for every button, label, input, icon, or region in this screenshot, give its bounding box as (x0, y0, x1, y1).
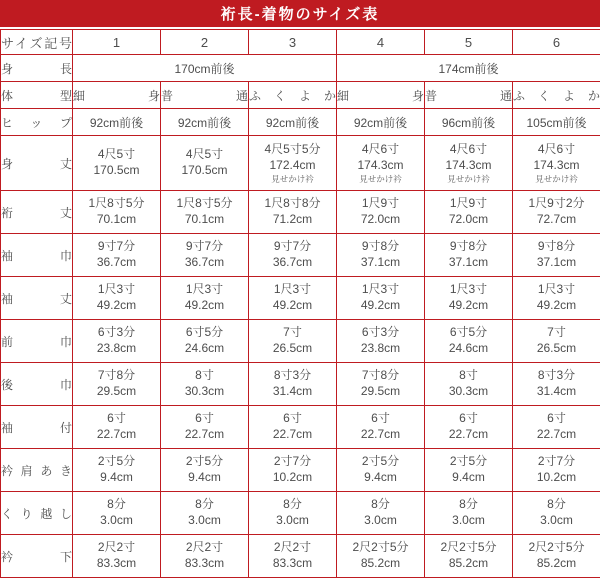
measure-cm: 172.4cm (269, 157, 316, 172)
cell-sode-tsuke-4 (425, 406, 513, 449)
measure-cm: 9.4cm (100, 470, 133, 484)
cell-mae-haba-5 (513, 320, 600, 363)
measure-sun: 8分 (547, 497, 566, 512)
measure-cm: 37.1cm (360, 255, 401, 269)
measure-cm: 29.5cm (360, 384, 401, 398)
measure-sun: 2寸5分 (97, 454, 136, 469)
cell-body-type-0: 細身 (73, 82, 161, 109)
cell-erikata-aki-1 (161, 449, 249, 492)
measure-cm: 30.3cm (184, 384, 225, 398)
table-row-size-code (1, 30, 600, 55)
cell-body-type-1: 普通 (161, 82, 249, 109)
cell-erikata-aki-4 (425, 449, 513, 492)
measure-sun: 8寸 (459, 368, 478, 383)
measure-cm: 49.2cm (360, 298, 401, 312)
measure-cm: 10.2cm (272, 470, 313, 484)
cell-mitake-1 (161, 136, 249, 191)
size-table-body (1, 30, 600, 578)
measure-cm: 70.1cm (96, 212, 137, 226)
measure-cm: 85.2cm (536, 556, 577, 570)
measure-cm: 174.3cm (533, 157, 580, 172)
measure-cm: 22.7cm (272, 427, 313, 441)
cell-size-code-0: 1 (73, 30, 161, 55)
measure-cm: 3.0cm (276, 513, 309, 527)
cell-kurikoshi-3 (337, 492, 425, 535)
cell-sode-haba-5 (513, 234, 600, 277)
measure-cm: 24.6cm (448, 341, 489, 355)
measure-cm: 10.2cm (536, 470, 577, 484)
measure-sun: 6寸3分 (361, 325, 400, 340)
cell-sode-take-3 (337, 277, 425, 320)
measure-sun: 6寸5分 (185, 325, 224, 340)
measure-sun: 7寸 (547, 325, 566, 340)
cell-sode-take-2 (249, 277, 337, 320)
measure-note: 見せかけ衿 (359, 173, 402, 184)
measure-cm: 22.7cm (536, 427, 577, 441)
cell-hip-5: 105cm前後 (513, 109, 600, 136)
cell-eri-shita-2 (249, 535, 337, 578)
measure-cm: 49.2cm (448, 298, 489, 312)
cell-mitake-4 (425, 136, 513, 191)
measure-cm: 3.0cm (364, 513, 397, 527)
measure-cm: 72.0cm (360, 212, 401, 226)
measure-cm: 26.5cm (536, 341, 577, 355)
cell-sode-haba-1 (161, 234, 249, 277)
cell-kurikoshi-5 (513, 492, 600, 535)
row-label-hip: ヒップ (1, 109, 73, 136)
cell-sode-haba-2 (249, 234, 337, 277)
measure-cm: 174.3cm (357, 157, 404, 172)
cell-eri-shita-3 (337, 535, 425, 578)
measure-cm: 9.4cm (364, 470, 397, 484)
cell-size-code-5: 6 (513, 30, 600, 55)
measure-cm: 23.8cm (96, 341, 137, 355)
measure-cm: 170.5cm (93, 163, 140, 177)
measure-cm: 85.2cm (448, 556, 489, 570)
row-label-ushiro-haba: 後巾 (1, 363, 73, 406)
measure-sun: 1尺3寸 (537, 282, 576, 297)
cell-sode-tsuke-2 (249, 406, 337, 449)
measure-sun: 1尺9寸 (449, 196, 488, 211)
measure-sun: 2寸7分 (537, 454, 576, 469)
measure-cm: 3.0cm (540, 513, 573, 527)
row-label-sode-haba: 袖巾 (1, 234, 73, 277)
cell-ushiro-haba-5 (513, 363, 600, 406)
table-row-sode-haba (1, 234, 600, 277)
measure-cm: 72.7cm (536, 212, 577, 226)
measure-sun: 7寸 (283, 325, 302, 340)
measure-cm: 49.2cm (184, 298, 225, 312)
measure-cm: 36.7cm (96, 255, 137, 269)
measure-sun: 8分 (371, 497, 390, 512)
measure-sun: 2尺2寸 (185, 540, 224, 555)
measure-note: 見せかけ衿 (271, 173, 314, 184)
measure-cm: 174.3cm (445, 157, 492, 172)
measure-sun: 8分 (195, 497, 214, 512)
measure-cm: 71.2cm (272, 212, 313, 226)
cell-mitake-0 (73, 136, 161, 191)
measure-cm: 83.3cm (96, 556, 137, 570)
measure-cm: 49.2cm (536, 298, 577, 312)
row-label-sode-tsuke: 袖付 (1, 406, 73, 449)
measure-cm: 49.2cm (96, 298, 137, 312)
table-row-yuki-take (1, 191, 600, 234)
measure-cm: 72.0cm (448, 212, 489, 226)
measure-cm: 85.2cm (360, 556, 401, 570)
measure-sun: 8寸3分 (273, 368, 312, 383)
measure-note: 見せかけ衿 (447, 173, 490, 184)
measure-sun: 4尺5寸 (185, 147, 224, 162)
cell-yuki-take-3 (337, 191, 425, 234)
cell-kurikoshi-1 (161, 492, 249, 535)
measure-sun: 6寸 (107, 411, 126, 426)
table-row-erikata-aki (1, 449, 600, 492)
cell-sode-take-1 (161, 277, 249, 320)
measure-cm: 31.4cm (272, 384, 313, 398)
table-row-mitake (1, 136, 600, 191)
cell-eri-shita-1 (161, 535, 249, 578)
cell-erikata-aki-0 (73, 449, 161, 492)
measure-sun: 1尺8寸5分 (88, 196, 145, 211)
measure-sun: 6寸5分 (449, 325, 488, 340)
measure-sun: 6寸 (547, 411, 566, 426)
measure-sun: 8分 (459, 497, 478, 512)
cell-kurikoshi-2 (249, 492, 337, 535)
measure-sun: 2尺2寸 (97, 540, 136, 555)
measure-sun: 1尺8寸8分 (264, 196, 321, 211)
cell-sode-haba-0 (73, 234, 161, 277)
cell-yuki-take-1 (161, 191, 249, 234)
page-title: 裄長-着物のサイズ表 (220, 6, 380, 23)
chart-title-bar (0, 0, 600, 27)
measure-sun: 8寸 (195, 368, 214, 383)
measure-sun: 9寸8分 (449, 239, 488, 254)
cell-mae-haba-3 (337, 320, 425, 363)
measure-cm: 36.7cm (272, 255, 313, 269)
cell-yuki-take-2 (249, 191, 337, 234)
measure-cm: 9.4cm (452, 470, 485, 484)
measure-sun: 2尺2寸5分 (528, 540, 585, 555)
measure-sun: 7寸8分 (97, 368, 136, 383)
cell-sode-tsuke-5 (513, 406, 600, 449)
cell-eri-shita-4 (425, 535, 513, 578)
cell-mae-haba-4 (425, 320, 513, 363)
measure-cm: 83.3cm (272, 556, 313, 570)
measure-sun: 4尺5寸 (97, 147, 136, 162)
cell-sode-take-0 (73, 277, 161, 320)
cell-sode-tsuke-1 (161, 406, 249, 449)
cell-erikata-aki-2 (249, 449, 337, 492)
cell-mitake-2 (249, 136, 337, 191)
measure-cm: 26.5cm (272, 341, 313, 355)
measure-sun: 9寸7分 (97, 239, 136, 254)
measure-cm: 37.1cm (536, 255, 577, 269)
cell-body-type-2: ふくよか (249, 82, 337, 109)
cell-mitake-3 (337, 136, 425, 191)
table-row-kurikoshi (1, 492, 600, 535)
measure-cm: 3.0cm (100, 513, 133, 527)
cell-kurikoshi-4 (425, 492, 513, 535)
cell-yuki-take-4 (425, 191, 513, 234)
measure-sun: 2尺2寸 (273, 540, 312, 555)
measure-sun: 9寸7分 (185, 239, 224, 254)
measure-cm: 22.7cm (360, 427, 401, 441)
cell-hip-3: 92cm前後 (337, 109, 425, 136)
cell-mitake-5 (513, 136, 600, 191)
cell-eri-shita-0 (73, 535, 161, 578)
measure-sun: 9寸8分 (537, 239, 576, 254)
measure-sun: 8分 (283, 497, 302, 512)
measure-sun: 6寸 (371, 411, 390, 426)
measure-sun: 9寸7分 (273, 239, 312, 254)
measure-sun: 2寸5分 (185, 454, 224, 469)
measure-sun: 2寸5分 (361, 454, 400, 469)
row-label-eri-shita: 衿下 (1, 535, 73, 578)
cell-ushiro-haba-0 (73, 363, 161, 406)
measure-cm: 70.1cm (184, 212, 225, 226)
table-row-body-type (1, 82, 600, 109)
row-label-sode-take: 袖丈 (1, 277, 73, 320)
measure-sun: 1尺9寸 (361, 196, 400, 211)
cell-ushiro-haba-1 (161, 363, 249, 406)
row-label-body-type: 体型 (1, 82, 73, 109)
table-row-sode-take (1, 277, 600, 320)
cell-hip-4: 96cm前後 (425, 109, 513, 136)
measure-sun: 8分 (107, 497, 126, 512)
measure-cm: 83.3cm (184, 556, 225, 570)
measure-sun: 4尺6寸 (537, 142, 576, 157)
measure-cm: 3.0cm (188, 513, 221, 527)
measure-cm: 23.8cm (360, 341, 401, 355)
row-label-yuki-take: 裄丈 (1, 191, 73, 234)
measure-sun: 6寸 (283, 411, 302, 426)
cell-mae-haba-0 (73, 320, 161, 363)
table-row-height (1, 55, 600, 82)
measure-sun: 2尺2寸5分 (352, 540, 409, 555)
measure-sun: 4尺5寸5分 (264, 142, 321, 157)
table-row-mae-haba (1, 320, 600, 363)
cell-sode-tsuke-3 (337, 406, 425, 449)
cell-body-type-4: 普通 (425, 82, 513, 109)
cell-erikata-aki-5 (513, 449, 600, 492)
cell-body-type-5: ふくよか (513, 82, 600, 109)
measure-sun: 1尺8寸5分 (176, 196, 233, 211)
kimono-size-table (0, 29, 600, 578)
cell-eri-shita-5 (513, 535, 600, 578)
row-label-mitake: 身丈 (1, 136, 73, 191)
cell-ushiro-haba-4 (425, 363, 513, 406)
measure-cm: 9.4cm (188, 470, 221, 484)
measure-sun: 2寸7分 (273, 454, 312, 469)
measure-note: 見せかけ衿 (535, 173, 578, 184)
merged-cell-height-0: 170cm前後 (73, 55, 337, 82)
cell-ushiro-haba-2 (249, 363, 337, 406)
cell-sode-take-5 (513, 277, 600, 320)
table-row-hip (1, 109, 600, 136)
measure-sun: 4尺6寸 (361, 142, 400, 157)
cell-kurikoshi-0 (73, 492, 161, 535)
table-row-eri-shita (1, 535, 600, 578)
row-label-mae-haba: 前巾 (1, 320, 73, 363)
cell-size-code-2: 3 (249, 30, 337, 55)
measure-sun: 1尺3寸 (97, 282, 136, 297)
cell-sode-take-4 (425, 277, 513, 320)
measure-cm: 31.4cm (536, 384, 577, 398)
table-row-sode-tsuke (1, 406, 600, 449)
row-label-height: 身長 (1, 55, 73, 82)
row-label-kurikoshi: くり越し (1, 492, 73, 535)
cell-size-code-4: 5 (425, 30, 513, 55)
measure-sun: 1尺3寸 (361, 282, 400, 297)
measure-sun: 6寸3分 (97, 325, 136, 340)
measure-sun: 1尺9寸2分 (528, 196, 585, 211)
measure-cm: 49.2cm (272, 298, 313, 312)
cell-yuki-take-5 (513, 191, 600, 234)
measure-cm: 22.7cm (184, 427, 225, 441)
measure-cm: 22.7cm (96, 427, 137, 441)
cell-sode-tsuke-0 (73, 406, 161, 449)
measure-cm: 36.7cm (184, 255, 225, 269)
row-label-size-code: サイズ記号 (1, 30, 73, 55)
measure-cm: 3.0cm (452, 513, 485, 527)
cell-body-type-3: 細身 (337, 82, 425, 109)
cell-mae-haba-1 (161, 320, 249, 363)
measure-cm: 29.5cm (96, 384, 137, 398)
cell-hip-2: 92cm前後 (249, 109, 337, 136)
measure-sun: 2寸5分 (449, 454, 488, 469)
cell-hip-0: 92cm前後 (73, 109, 161, 136)
cell-sode-haba-3 (337, 234, 425, 277)
measure-sun: 2尺2寸5分 (440, 540, 497, 555)
measure-cm: 30.3cm (448, 384, 489, 398)
measure-sun: 8寸3分 (537, 368, 576, 383)
measure-cm: 170.5cm (181, 163, 228, 177)
cell-sode-haba-4 (425, 234, 513, 277)
measure-sun: 9寸8分 (361, 239, 400, 254)
measure-sun: 6寸 (459, 411, 478, 426)
measure-sun: 7寸8分 (361, 368, 400, 383)
cell-size-code-3: 4 (337, 30, 425, 55)
measure-cm: 22.7cm (448, 427, 489, 441)
measure-cm: 24.6cm (184, 341, 225, 355)
table-row-ushiro-haba (1, 363, 600, 406)
merged-cell-height-1: 174cm前後 (337, 55, 600, 82)
measure-sun: 1尺3寸 (185, 282, 224, 297)
cell-yuki-take-0 (73, 191, 161, 234)
measure-sun: 1尺3寸 (449, 282, 488, 297)
cell-ushiro-haba-3 (337, 363, 425, 406)
cell-hip-1: 92cm前後 (161, 109, 249, 136)
cell-size-code-1: 2 (161, 30, 249, 55)
measure-sun: 1尺3寸 (273, 282, 312, 297)
row-label-erikata-aki: 衿肩あき (1, 449, 73, 492)
measure-sun: 6寸 (195, 411, 214, 426)
cell-erikata-aki-3 (337, 449, 425, 492)
cell-mae-haba-2 (249, 320, 337, 363)
measure-cm: 37.1cm (448, 255, 489, 269)
measure-sun: 4尺6寸 (449, 142, 488, 157)
